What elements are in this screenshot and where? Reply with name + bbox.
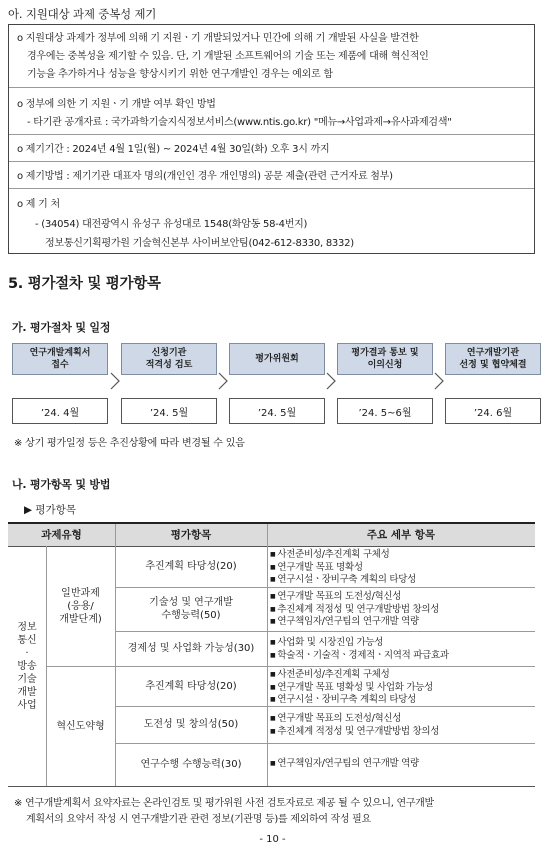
subsection-na-title: 나. 평가항목 및 방법 xyxy=(12,478,111,491)
duplication-info-box xyxy=(8,24,535,254)
footer-note-line: 계획서의 요약서 작성 시 연구개발기관 관련 정보(기관명 등)를 제외하여 작성 필요 xyxy=(26,814,371,825)
box-p2-line2: - 타기관 공개자료 : 국가과학기술지식정보서비스(www.ntis.go.kr) "메뉴→사업과제→유사과제검색" xyxy=(27,117,452,128)
task-type-general xyxy=(46,546,115,666)
eval-item-row-5: 도전성 및 창의성(50) xyxy=(143,719,239,730)
details-row-6 xyxy=(270,758,419,771)
step-3-line1: 평가위원회 xyxy=(255,354,299,364)
detail-item: ■ 연구책임자/연구팀의 연구개발 역량 xyxy=(270,758,419,771)
program-name-cell xyxy=(8,546,46,786)
detail-item: ■ 연구개발 목표 명확성 xyxy=(270,562,416,575)
evaluation-table xyxy=(8,522,535,787)
program-name-line: 사업 xyxy=(17,699,37,711)
schedule-note: ※ 상기 평가일정 등은 추진상황에 따라 변경될 수 있음 xyxy=(14,438,245,449)
evaluation-items-heading: ▶ 평가항목 xyxy=(24,504,76,516)
process-step-2 xyxy=(121,343,217,375)
step-4-line2: 이의신청 xyxy=(367,360,403,370)
chevron-right-icon xyxy=(218,372,228,390)
detail-item: ■ 사업화 및 시장진입 가능성 xyxy=(270,637,449,650)
program-name-line: 정보 xyxy=(17,621,37,633)
eval-item-row-4: 추진계획 타당성(20) xyxy=(145,680,237,692)
detail-item: ■ 연구개발 목표의 도전성/혁신성 xyxy=(270,591,439,604)
box-p4: o 제기방법 : 제기기관 대표자 명의(개인인 경우 개인명의) 공문 제출(관련 근거자료 첨부) xyxy=(17,171,393,182)
chevron-right-icon xyxy=(326,372,336,390)
details-row-5 xyxy=(270,713,439,738)
box-p1-line2: 경우에는 중복성을 제기할 수 있음. 단, 기 개발된 소프트웨어의 기술 또는 제품에 대해 혁신적인 xyxy=(27,51,429,62)
box-p5-line1: o 제 기 처 xyxy=(17,199,60,210)
process-step-4 xyxy=(337,343,433,375)
step-5-line1: 연구개발기관 xyxy=(466,348,520,358)
step-4-date: ’24. 5~6월 xyxy=(337,398,433,424)
section-5-title: 5. 평가절차 및 평가항목 xyxy=(8,276,161,292)
box-p2-line1: o 정부에 의한 기 지원ㆍ기 개발 여부 확인 방법 xyxy=(17,99,216,110)
box-p5-line2: - (34054) 대전광역시 유성구 유성대로 1548(화암동 58-4번지) xyxy=(35,219,308,230)
step-4-line1: 평가결과 통보 및 xyxy=(351,348,419,358)
eval-item-row-1: 추진계획 타당성(20) xyxy=(145,561,237,572)
step-2-line2: 적격성 검토 xyxy=(145,360,193,370)
chevron-right-icon xyxy=(110,372,120,390)
step-3-date: ’24. 5월 xyxy=(229,398,325,424)
detail-item: ■ 연구시설ㆍ장비구축 계획의 타당성 xyxy=(270,694,433,707)
task-type-general-line: (응용/ xyxy=(67,600,94,612)
program-name-line: 통신 xyxy=(17,634,37,646)
eval-item-row-3: 경제성 및 사업화 가능성(30) xyxy=(127,643,255,654)
detail-item: ■ 연구책임자/연구팀의 연구개발 역량 xyxy=(270,616,439,629)
box-p1-line3: 기능을 추가하거나 성능을 향상시키기 위한 연구개발인 경우는 예외로 함 xyxy=(27,69,333,80)
detail-item: ■ 추진체계 적정성 및 연구개발방법 창의성 xyxy=(270,726,439,739)
details-row-4 xyxy=(270,669,433,707)
task-type-general-line: 일반과제 xyxy=(61,587,100,599)
header-eval-item: 평가항목 xyxy=(170,528,212,541)
details-row-1 xyxy=(270,549,416,587)
detail-item: ■ 연구개발 목표 명확성 및 사업화 가능성 xyxy=(270,682,433,695)
step-1-line1: 연구개발계획서 xyxy=(29,348,91,358)
detail-item: ■ 사전준비성/추진계획 구체성 xyxy=(270,549,416,562)
step-1-date: ’24. 4월 xyxy=(12,398,108,424)
eval-item-row-2-line: 기술성 및 연구개발 xyxy=(149,597,233,608)
detail-item: ■ 추진체계 적정성 및 연구개발방법 창의성 xyxy=(270,604,439,617)
step-2-line1: 신청기관 xyxy=(151,348,187,358)
eval-item-row-6: 연구수행 수행능력(30) xyxy=(140,759,242,770)
detail-item: ■ 사전준비성/추진계획 구체성 xyxy=(270,669,433,682)
box-p1-line1: o 지원대상 과제가 정부에 의해 기 지원ㆍ기 개발되었거나 민간에 의해 기 개발된 사실을 발견한 xyxy=(17,33,419,44)
step-1-line2: 접수 xyxy=(51,360,69,370)
detail-item: ■ 학술적ㆍ기술적ㆍ경제적ㆍ지역적 파급효과 xyxy=(270,650,449,663)
section-a-title: 아. 지원대상 과제 중복성 제기 xyxy=(8,7,157,21)
footer-note-line: ※ 연구개발계획서 요약자료는 온라인검토 및 평가위원 사전 검토자료로 제공 될 수 있으니, 연구개발 xyxy=(14,798,434,809)
divider xyxy=(9,87,534,88)
footer-note xyxy=(14,796,539,828)
step-5-date: ’24. 6월 xyxy=(445,398,541,424)
eval-item-row-2-line: 수행능력(50) xyxy=(161,610,221,621)
task-type-innovation: 혁신도약형 xyxy=(56,720,105,732)
process-step-5 xyxy=(445,343,541,375)
header-task-type: 과제유형 xyxy=(41,528,82,541)
process-step-3 xyxy=(229,343,325,375)
eval-item-row-2 xyxy=(115,587,267,631)
subsection-ga-title: 가. 평가절차 및 일정 xyxy=(12,321,111,334)
program-name-line: 개발 xyxy=(17,686,37,698)
chevron-right-icon xyxy=(434,372,444,390)
program-name-line: · xyxy=(25,647,29,659)
divider xyxy=(9,161,534,162)
header-details: 주요 세부 항목 xyxy=(366,528,436,541)
details-row-3 xyxy=(270,637,449,662)
detail-item: ■ 연구시설ㆍ장비구축 계획의 타당성 xyxy=(270,574,416,587)
box-p3: o 제기기간 : 2024년 4월 1일(월) ~ 2024년 4월 30일(화) 오후 3시 까지 xyxy=(17,144,330,155)
box-p5-line3: 정보통신기획평가원 기술혁신본부 사이버보안팀(042-612-8330, 8332) xyxy=(45,238,354,249)
process-step-1 xyxy=(12,343,108,375)
task-type-general-line: 개발단계) xyxy=(59,613,102,625)
step-5-line2: 선정 및 협약체결 xyxy=(459,360,527,370)
program-name-line: 방송 xyxy=(17,660,37,672)
step-2-date: ’24. 5월 xyxy=(121,398,217,424)
details-row-2 xyxy=(270,591,439,629)
page-number: - 10 - xyxy=(259,834,286,845)
detail-item: ■ 연구개발 목표의 도전성/혁신성 xyxy=(270,713,439,726)
divider xyxy=(9,188,534,189)
divider xyxy=(9,134,534,135)
program-name-line: 기술 xyxy=(17,673,37,685)
